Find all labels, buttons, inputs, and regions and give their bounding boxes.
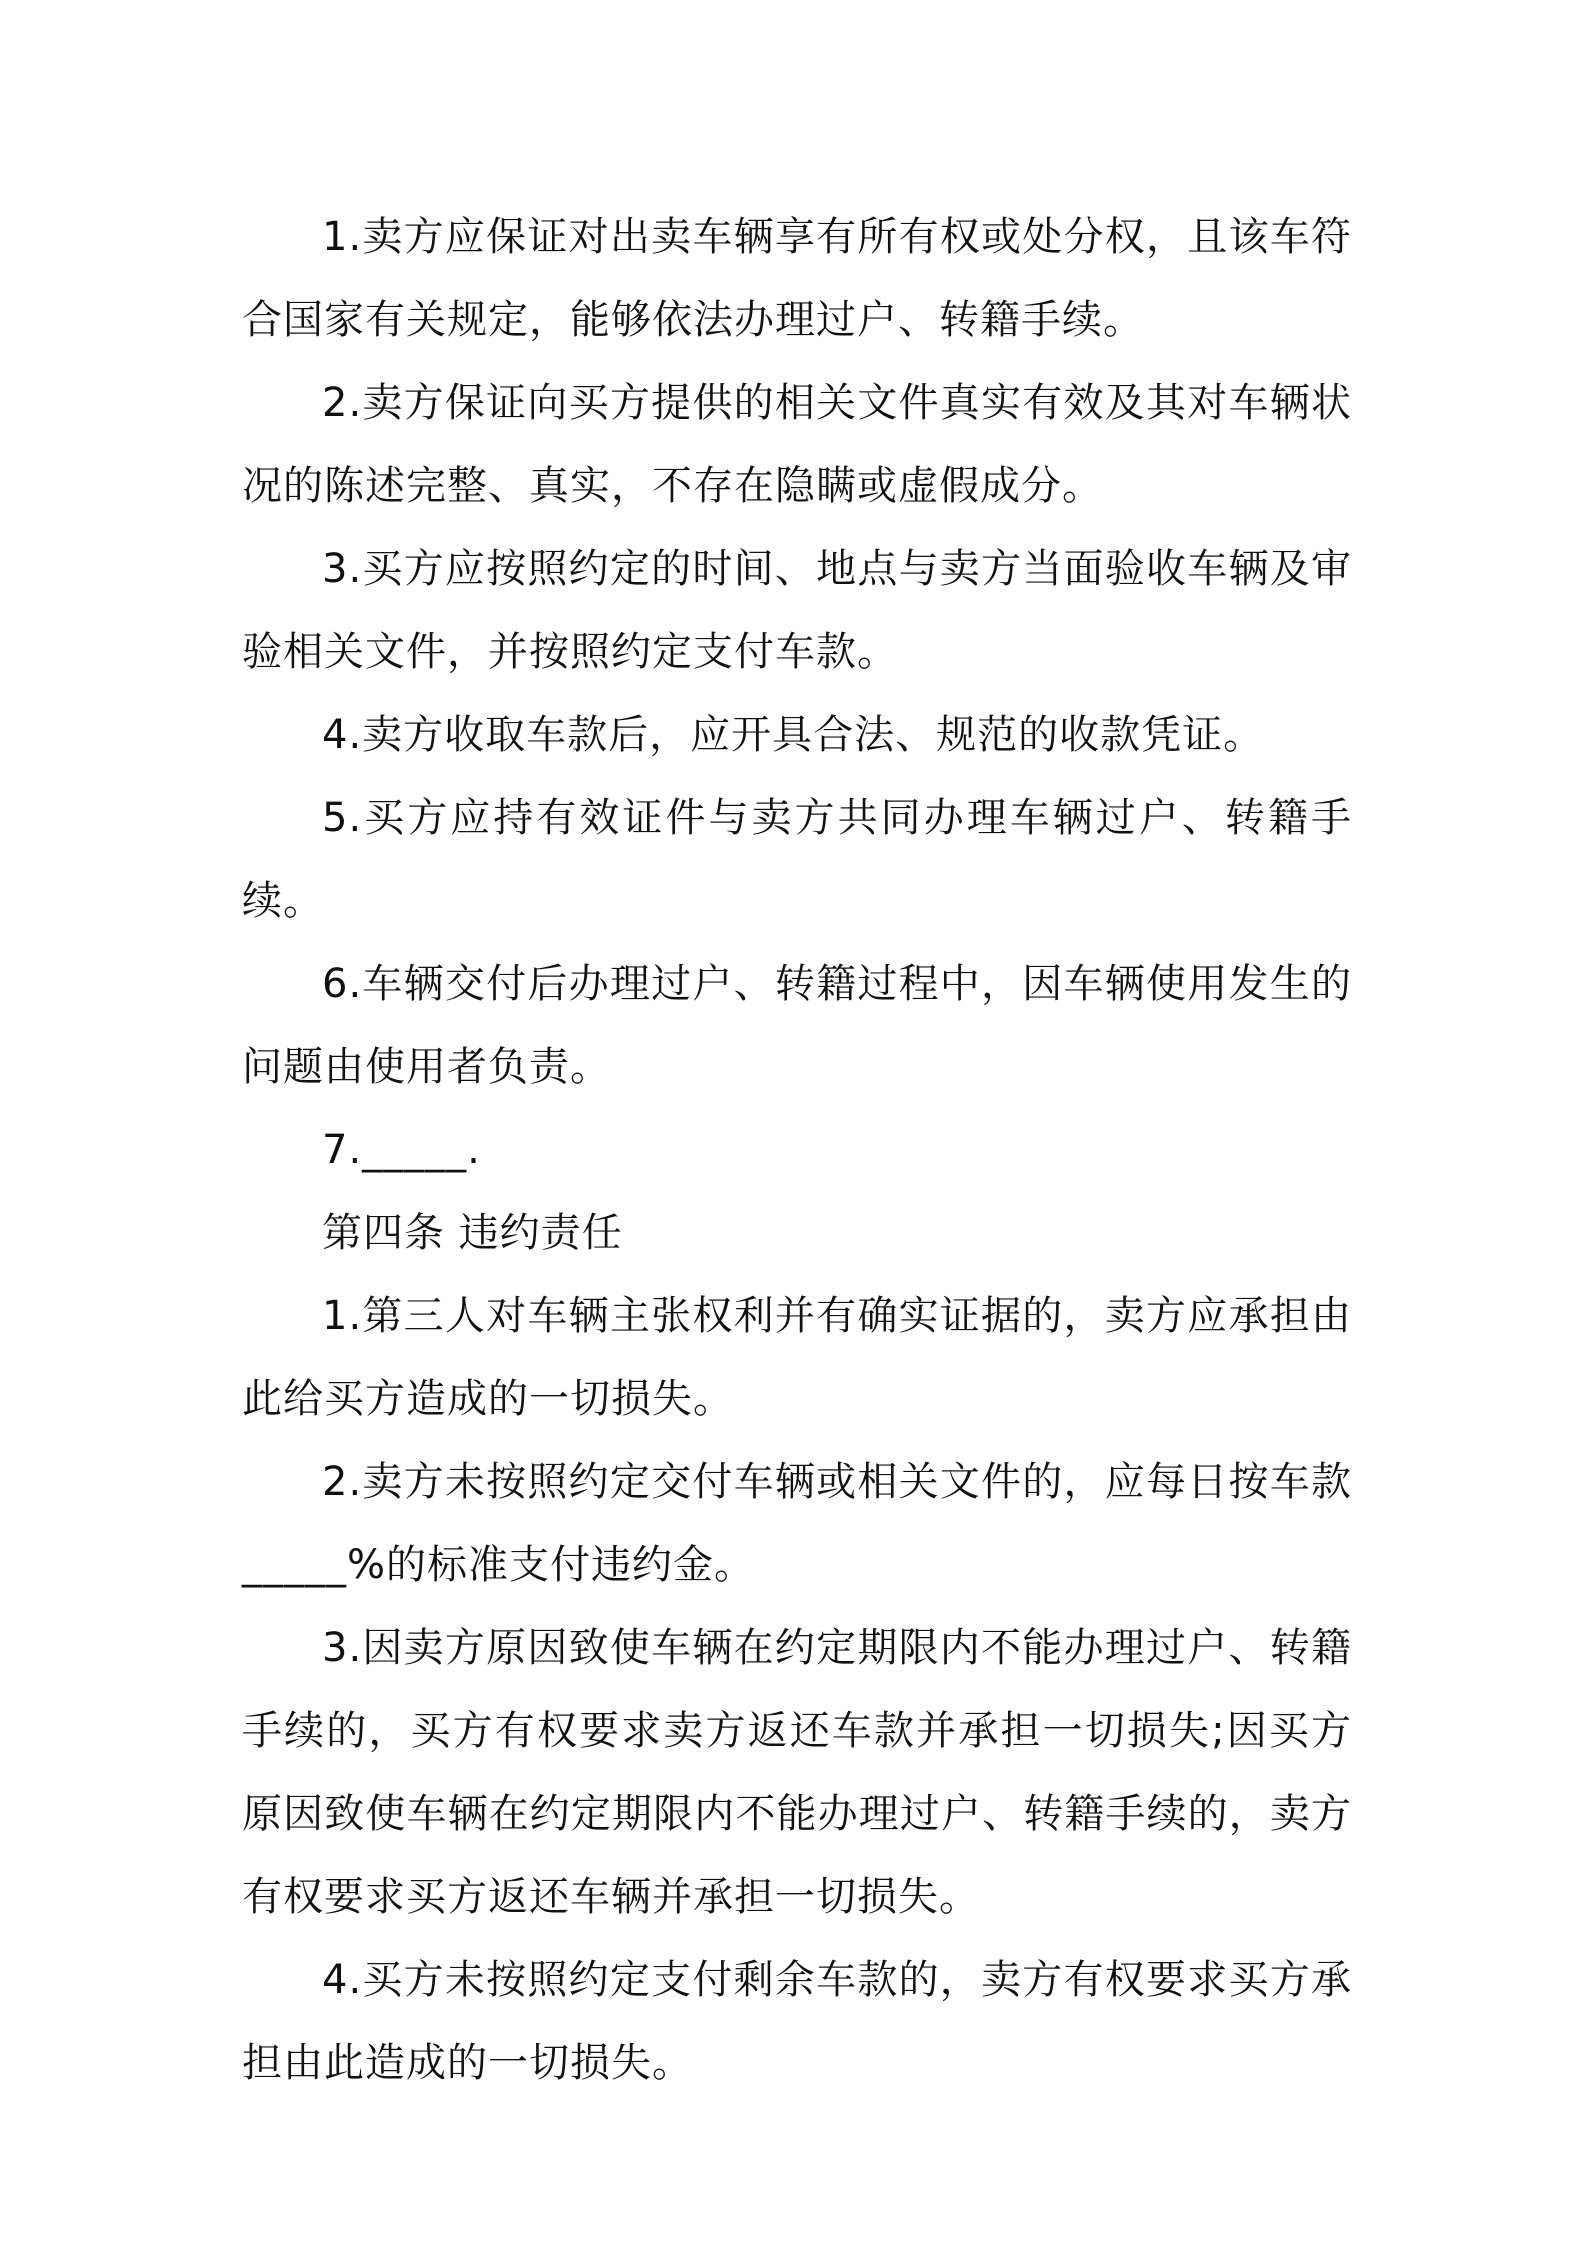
clause-3-1: 1.卖方应保证对出卖车辆享有所有权或处分权，且该车符合国家有关规定，能够依法办理过户、转籍手续。 bbox=[242, 214, 1352, 343]
clause-3-4: 4.卖方收取车款后，应开具合法、规范的收款凭证。 bbox=[322, 712, 1265, 758]
clause-3-6: 6.车辆交付后办理过户、转籍过程中，因车辆使用发生的问题由使用者负责。 bbox=[242, 961, 1352, 1090]
article-four-title: 第四条 违约责任 bbox=[322, 1210, 623, 1256]
clause-4-2: 2.卖方未按照约定交付车辆或相关文件的，应每日按车款_____%的标准支付违约金。 bbox=[242, 1459, 1352, 1588]
clause-3-3: 3.买方应按照约定的时间、地点与卖方当面验收车辆及审验相关文件，并按照约定支付车款。 bbox=[242, 546, 1352, 675]
clause-3-2: 2.卖方保证向买方提供的相关文件真实有效及其对车辆状况的陈述完整、真实，不存在隐瞒或虚假成分。 bbox=[242, 380, 1352, 509]
document-body bbox=[242, 196, 1352, 2105]
clause-3-5: 5.买方应持有效证件与卖方共同办理车辆过户、转籍手续。 bbox=[242, 795, 1352, 924]
clause-4-3: 3.因卖方原因致使车辆在约定期限内不能办理过户、转籍手续的，买方有权要求卖方返还车款并承担一切损失;因买方原因致使车辆在约定期限内不能办理过户、转籍手续的，卖方有权要求买方返还车辆并承担一切损失。 bbox=[242, 1625, 1352, 1920]
clause-4-1: 1.第三人对车辆主张权利并有确实证据的，卖方应承担由此给买方造成的一切损失。 bbox=[242, 1293, 1352, 1422]
clause-4-4: 4.买方未按照约定支付剩余车款的，卖方有权要求买方承担由此造成的一切损失。 bbox=[242, 1957, 1352, 2086]
clause-3-7: 7._____. bbox=[322, 1127, 481, 1173]
